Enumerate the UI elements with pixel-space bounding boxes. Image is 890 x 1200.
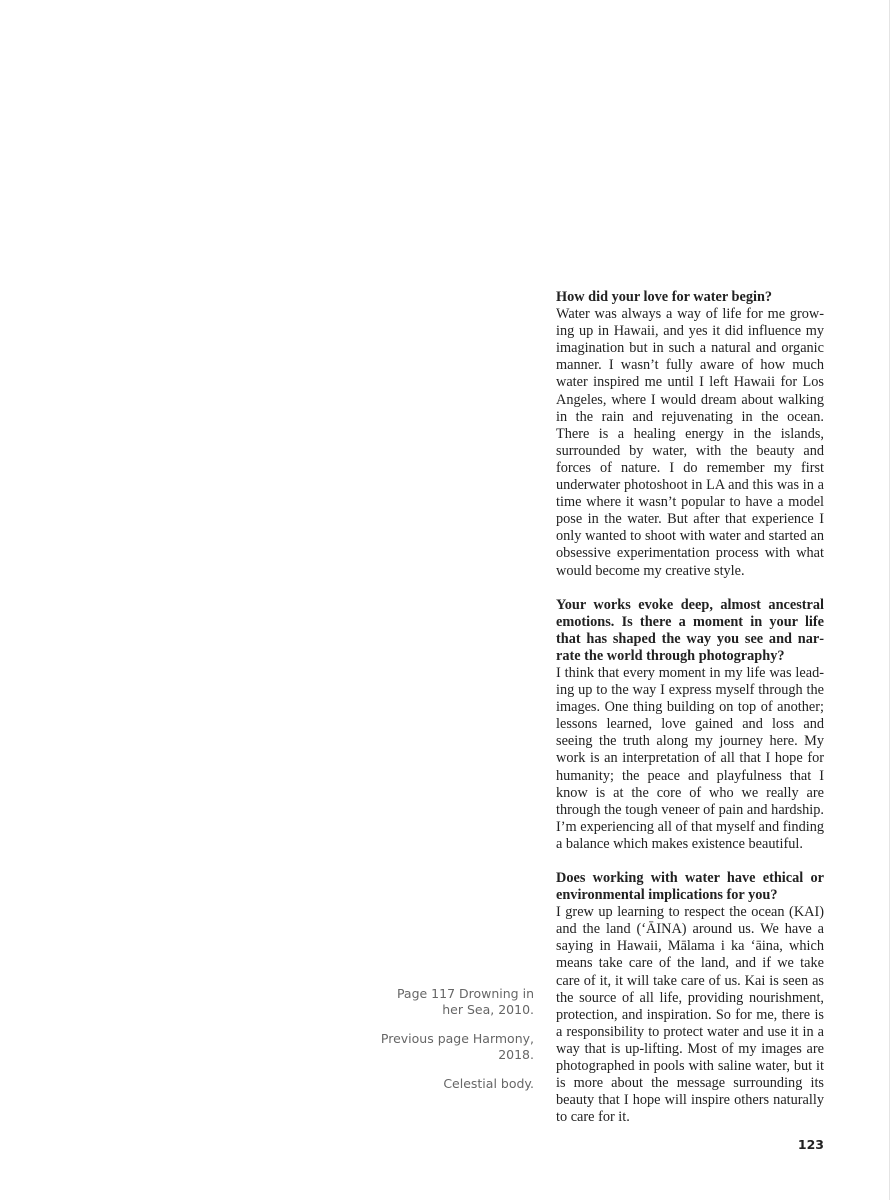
image-captions (380, 986, 534, 1105)
caption: Celestial body. (443, 1076, 534, 1091)
interview-answer: Water was always a way of life for me growing up in Hawaii, and yes it did influence my imagination but in such a natural and organic manner. I wasn’t fully aware of how much water inspired me until I left Hawaii for Los Angeles, where I would dream about walking in the rain and rejuvenating in the ocean. There is a healing energy in the islands, surrounded by water, with the beauty and forces of nature. I do remember my first underwater photoshoot in LA and this was in a time where it wasn’t popular to have a model pose in the water. But after that experience I only wanted to shoot with water and started an obsessive experimentation process with what would become my creative style. (556, 306, 824, 579)
interview-question: How did your love for water begin? (556, 289, 773, 305)
interview-text-column (556, 289, 824, 1143)
caption: Page 117 Drowning in her Sea, 2010. (396, 986, 534, 1017)
page-number: 123 (797, 1137, 824, 1152)
interview-question: Your works evoke deep, almost ancestral emotions. Is there a moment in your life that has shaped the way you see and narrate the world through photography? (556, 596, 824, 664)
interview-section (556, 597, 824, 853)
interview-section (556, 870, 824, 1126)
caption: Previous page Harmony, 2018. (380, 1031, 534, 1062)
interview-answer: I think that every moment in my life was leading up to the way I express myself through the images. One thing building on top of another; lessons learned, love gained and loss and seeing the truth along my journey here. My work is an interpretation of all that I hope for humanity; the peace and playfulness that I know is at the core of who we really are through the tough veneer of pain and hardship. I’m experiencing all of that myself and finding a balance which makes existence beautiful. (556, 664, 824, 852)
interview-question: Does working with water have ethical or environmental implications for you? (556, 870, 824, 904)
interview-section (556, 289, 824, 580)
interview-answer: I grew up learning to respect the ocean (KAI) and the land (ʻĀINA) around us. We have a saying in Hawaii, Mālama i ka ʻāina, which means take care of the land, and if we take care of it, it will take care of us. Kai is seen as the source of all life, providing nourishment, protection, and inspiration. So for me, there is a responsibility to protect water and use it in a way that is up-lifting. Most of my images are photographed in pools with saline water, but it is more about the message surrounding its beauty that I hope will inspire others naturally to care for it. (556, 904, 824, 1126)
